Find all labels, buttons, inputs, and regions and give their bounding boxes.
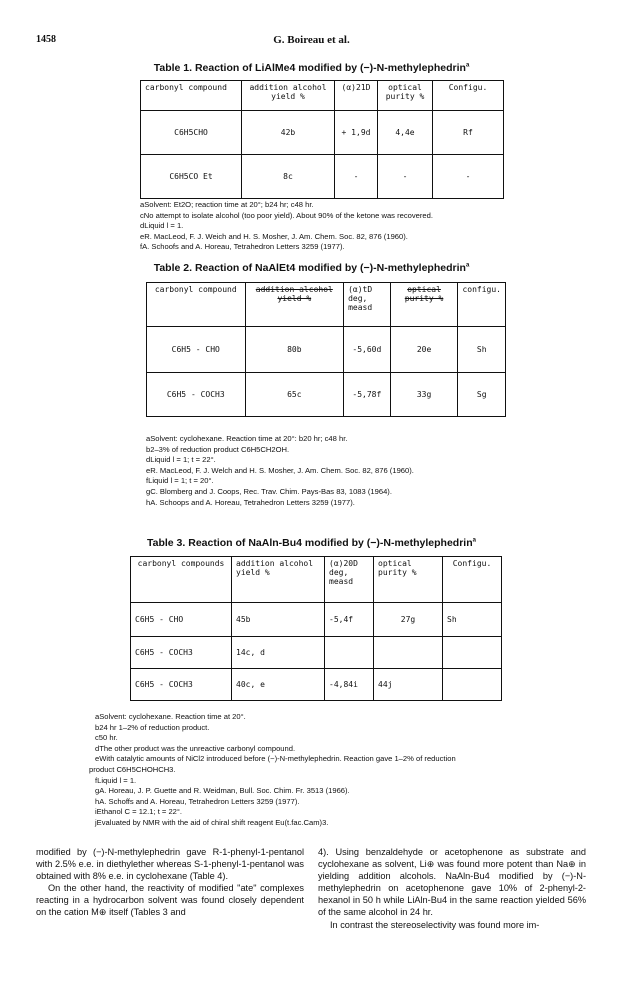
table2-cell: Sg — [458, 373, 506, 417]
footnote: dLiquid l = 1; t = 22°. — [146, 455, 216, 465]
table1-header-cell: optical purity % — [378, 81, 433, 111]
page-number: 1458 — [36, 34, 56, 45]
table3-footnotes — [89, 712, 456, 829]
footnote: product C6H5CHOHCH3. — [89, 764, 176, 774]
table-row — [131, 637, 502, 669]
body-left-column — [36, 846, 304, 919]
table3-cell: 44j — [374, 669, 443, 701]
table3-header-cell: (α)20D deg, measd — [325, 557, 374, 603]
table1-header-cell: addition alcohol yield % — [242, 81, 335, 111]
table1-cell: Rf — [433, 111, 504, 155]
body-paragraph: modified by (−)-N-methylephedrin gave R-1-phenyl-1-pentanol with 2.5% e.e. in diethylether whereas S-1-phenyl-1-pentanol was obtained with 8% e.e. in cyclohexane (Table 4). — [36, 847, 304, 882]
table1-header-row — [141, 81, 504, 111]
table1-cell: - — [335, 155, 378, 199]
footnote: fLiquid l = 1. — [95, 775, 137, 785]
table3-header-row — [131, 557, 502, 603]
table2-cell: 65c — [245, 373, 344, 417]
footnote: b2–3% of reduction product C6H5CH2OH. — [146, 444, 290, 454]
table2-header-cell — [390, 283, 458, 327]
table1-cell: 42b — [242, 111, 335, 155]
table3-cell: 40c, e — [232, 669, 325, 701]
table3-cell — [325, 637, 374, 669]
table2-cell: 33g — [390, 373, 458, 417]
table-row — [141, 111, 504, 155]
running-header-text: G. Boireau et al. — [273, 34, 350, 46]
table3-cell: -4,84i — [325, 669, 374, 701]
table2-header-cell: carbonyl compound — [147, 283, 246, 327]
table2-cell: 20e — [390, 327, 458, 373]
body-paragraph: In contrast the stereoselectivity was found more im- — [330, 919, 540, 930]
table3-cell — [443, 669, 502, 701]
footnote: jEvaluated by NMR with the aid of chiral shift reagent Eu(t.fac.Cam)3. — [95, 817, 329, 827]
footnote: c50 hr. — [95, 733, 118, 743]
table3-header-cell: addition alcohol yield % — [232, 557, 325, 603]
table1-cell: - — [433, 155, 504, 199]
footnote: dThe other product was the unreactive carbonyl compound. — [95, 743, 296, 753]
table3-cell — [374, 637, 443, 669]
body-paragraph: On the other hand, the reactivity of modified "ate" complexes reacting in a hydrocarbon solvent was found closely dependent on the cation M⊕ itself (Tables 3 and — [36, 883, 304, 918]
body-right-column — [318, 846, 586, 931]
table2 — [146, 282, 506, 417]
table3-header-cell: optical purity % — [374, 557, 443, 603]
table1-footnotes — [140, 200, 433, 253]
table-row — [147, 373, 506, 417]
table1-header-cell: carbonyl compound — [141, 81, 242, 111]
table3-cell: -5,4f — [325, 603, 374, 637]
table2-caption-text: Table 2. Reaction of NaAlEt4 modified by (−)-N-methylephedrin — [153, 262, 466, 274]
footnote: cNo attempt to isolate alcohol (too poor yield). About 90% of the ketone was recovered. — [140, 210, 433, 220]
table1 — [140, 80, 504, 199]
table2-header-text: optical purity % — [404, 285, 444, 303]
footnote: hA. Schoffs and A. Horeau, Tetrahedron Letters 3259 (1977). — [95, 796, 300, 806]
footnote: aSolvent: cyclohexane. Reaction time at 20°. — [95, 712, 246, 721]
footnote: iEthanol C = 12.1; t = 22°. — [95, 807, 183, 817]
footnote: eR. MacLeod, F. J. Welch and H. S. Mosher, J. Am. Chem. Soc. 82, 876 (1960). — [146, 465, 414, 475]
footnote: aSolvent: Et2O; reaction time at 20°; b24 hr; c48 hr. — [140, 200, 314, 209]
table2-cell: C6H5 - CHO — [147, 327, 246, 373]
table3-cell: 45b — [232, 603, 325, 637]
footnote: eWith catalytic amounts of NiCl2 introduced before (−)-N-methylephedrin. Reaction gave 1–2% of reduction — [95, 754, 456, 764]
table3-cell: C6H5 - CHO — [131, 603, 232, 637]
table1-header-cell: Configu. — [433, 81, 504, 111]
footnote: dLiquid l = 1. — [140, 221, 184, 231]
table3-cell: 14c, d — [232, 637, 325, 669]
table2-header-row — [147, 283, 506, 327]
table2-cell: -5,60d — [344, 327, 391, 373]
table-row — [131, 669, 502, 701]
table1-cell: + 1,9d — [335, 111, 378, 155]
footnote: aSolvent: cyclohexane. Reaction time at 20°: b20 hr; c48 hr. — [146, 434, 348, 443]
footnote: hA. Schoops and A. Horeau, Tetrahedron Letters 3259 (1977). — [146, 497, 355, 507]
table1-cell: - — [378, 155, 433, 199]
table1-cell: 8c — [242, 155, 335, 199]
footnote: eR. MacLeod, F. J. Weich and H. S. Mosher, J. Am. Chem. Soc. 82, 876 (1960). — [140, 231, 408, 241]
table1-caption: Table 1. Reaction of LiAlMe4 modified by (−)-N-methylephedrin$^a$ — [153, 62, 470, 74]
footnote: b24 hr 1–2% of reduction product. — [95, 722, 210, 732]
table3 — [130, 556, 502, 701]
table2-footnotes — [146, 434, 414, 508]
table-row — [147, 327, 506, 373]
footnote: fLiquid l = 1; t = 20°. — [146, 476, 214, 486]
table2-header-cell: configu. — [458, 283, 506, 327]
table3-header-cell: Configu. — [443, 557, 502, 603]
table3-header-cell: carbonyl compounds — [131, 557, 232, 603]
table1-caption-text: Table 1. Reaction of LiAlMe4 modified by (−)-N-methylephedrin — [153, 62, 466, 74]
table2-header-text: addition alcohol yield % — [255, 285, 333, 303]
footnote: gC. Blomberg and J. Coops, Rec. Trav. Chim. Pays-Bas 83, 1083 (1964). — [146, 486, 392, 496]
footnote: fA. Schoofs and A. Horeau, Tetrahedron Letters 3259 (1977). — [140, 242, 345, 252]
table1-cell: 4,4e — [378, 111, 433, 155]
table3-cell: C6H5 - COCH3 — [131, 637, 232, 669]
table-row — [141, 155, 504, 199]
table3-caption: Table 3. Reaction of NaAln-Bu4 modified by (−)-N-methylephedrin$^a$ — [147, 537, 476, 549]
table3-caption-text: Table 3. Reaction of NaAln-Bu4 modified by (−)-N-methylephedrin — [147, 537, 473, 549]
table2-header-cell: (α)tD deg, measd — [344, 283, 391, 327]
table2-cell: 80b — [245, 327, 344, 373]
table2-header-cell — [245, 283, 344, 327]
table1-cell: C6H5CO Et — [141, 155, 242, 199]
table2-cell: C6H5 - COCH3 — [147, 373, 246, 417]
table2-cell: Sh — [458, 327, 506, 373]
table3-cell: Sh — [443, 603, 502, 637]
table1-cell: C6H5CHO — [141, 111, 242, 155]
table2-cell: -5,78f — [344, 373, 391, 417]
table-row — [131, 603, 502, 637]
body-paragraph: 4). Using benzaldehyde or acetophenone as substrate and cyclohexane as solvent, Li⊕ was found more potent than Na⊕ in yielding addition alcohols. NaAln-Bu4 modified by (−)-N-methylephedrin on acetophenone gave 10% of 2-phenyl-2-hexanol in 50 h while LiAln-Bu4 in the same reaction yielded 56% of the same alcohol in 24 hr. — [318, 847, 586, 918]
running-header-authors — [0, 34, 623, 46]
table2-caption: Table 2. Reaction of NaAlEt4 modified by (−)-N-methylephedrin$^a$ — [153, 262, 470, 274]
footnote: gA. Horeau, J. P. Guette and R. Weidman, Bull. Soc. Chim. Fr. 3513 (1966). — [95, 786, 350, 796]
table3-cell: C6H5 - COCH3 — [131, 669, 232, 701]
table3-cell — [443, 637, 502, 669]
table3-cell: 27g — [374, 603, 443, 637]
table1-header-cell: (α)21D — [335, 81, 378, 111]
